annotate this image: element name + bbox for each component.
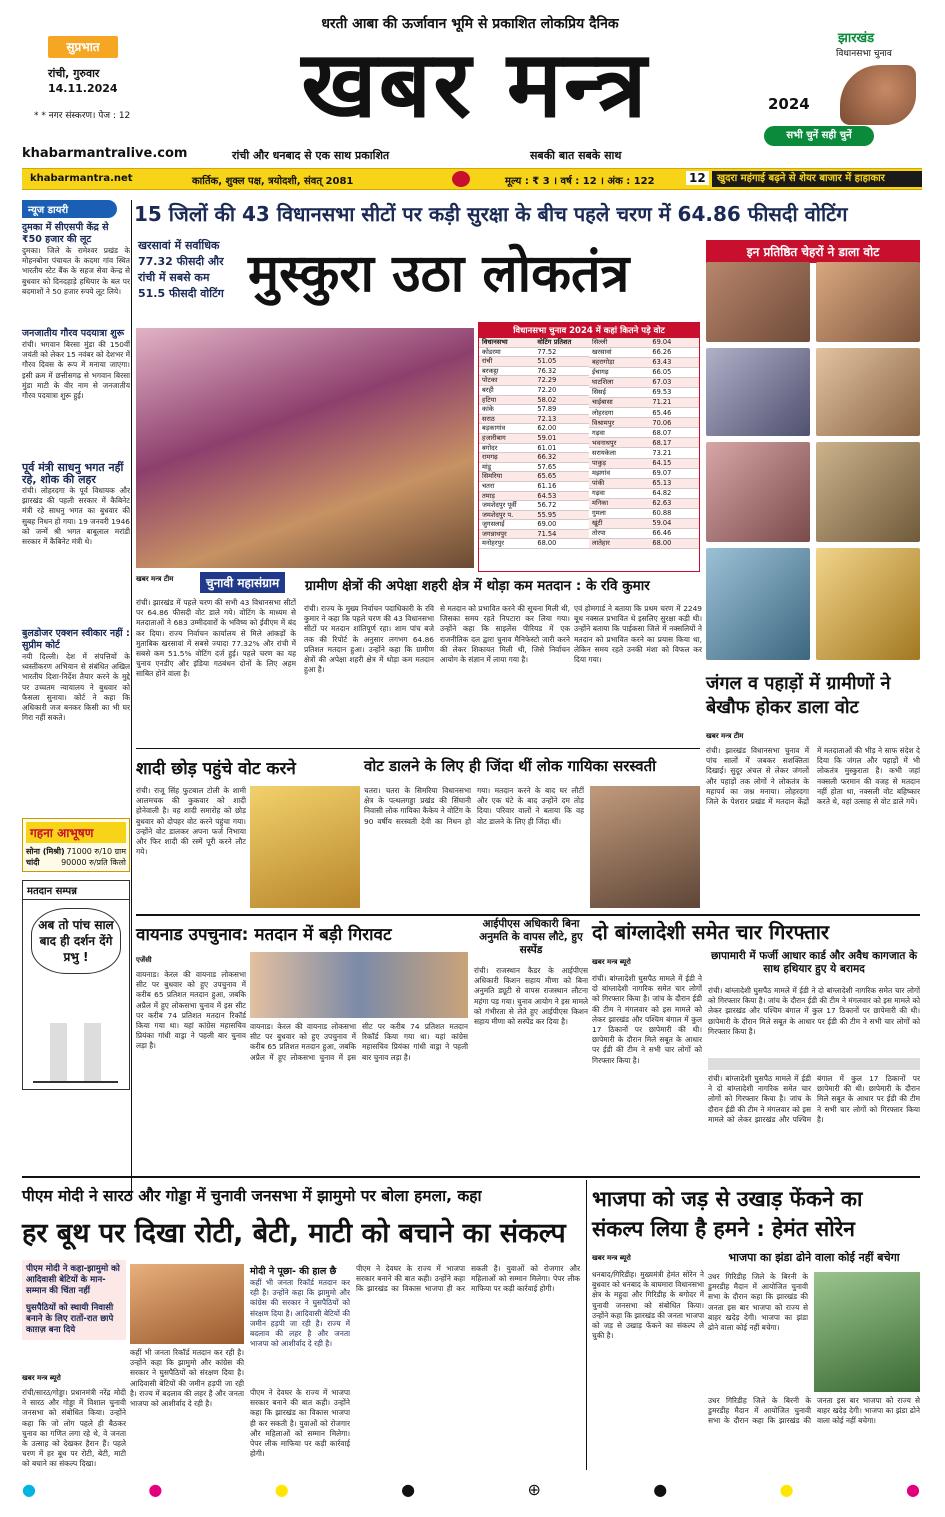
- lead-strap: 15 जिलों की 43 विधानसभा सीटों पर कड़ी सुरक्षा के बीच पहले चरण में 64.86 फीसदी वोटिंग: [134, 202, 848, 226]
- singer-body: चतरा। चतरा के सिमरिया विधानसभा क्षेत्र के पत्थलगड्डा प्रखंड की सिंघानी निवासी लोक गायिका कैकेय ने वोटिंग के 90 वर्षीय सरस्वती देवी का निधन हो गया। मतदान करने के बाद घर लौटीं और एक घंटे के बाद उन्होंने दम तोड़ दिया। परिवार वालों ने बताया कि वह वोट डालने के लिए ही जिंदा थीं।: [364, 786, 584, 826]
- voting-hand-icon: [840, 65, 916, 125]
- turnout-cell: 62.00: [534, 424, 589, 434]
- lead-subheadline: ग्रामीण क्षेत्रों की अपेक्षा शहरी क्षेत्र में थोड़ा कम मतदान : के रवि कुमार: [305, 578, 650, 594]
- lc-headline-1: दुमका में सीएसपी केंद्र से ₹50 हजार की लूट: [22, 222, 109, 245]
- constituency-cell: बगोदर: [479, 443, 534, 453]
- turnout-cell: 71.54: [534, 529, 589, 539]
- hemant-body-3: उधर गिरिडीह जिले के बिरनी के डुमरडीह मैदान में आयोजित चुनावी सभा के दौरान कहा कि झारखंड की जनता इस बार भाजपा को राज्य से बाहर खदेड़ देगी। भाजपा का झंडा ढोने वाला कोई नहीं बचेगा।: [708, 1396, 920, 1426]
- voter-photo: [706, 442, 810, 542]
- bangladeshi-headline: दो बांग्लादेशी समेत चार गिरफ्तार: [592, 920, 830, 944]
- hemant-byline: खबर मन्त्र ब्यूरो: [592, 1254, 631, 1262]
- modi-body-2: कहीं भी जनता रिकॉर्ड मतदान कर रही है। उन्होंने कहा कि झामुमो और कांग्रेस की सरकार ने घुसपैठियों को संरक्षण दिया है। आदिवासी बेटियों की जमीन हड़पी जा रही है। राज्य में बदलाव की लहर है और जनता भाजपा को आशीर्वाद दे रही है।: [130, 1348, 244, 1409]
- bangladeshi-body-2: रांची। बांग्लादेशी घुसपैठ मामले में ईडी ने दो बांग्लादेशी नागरिक समेत चार लोगों को गिरफ्तार किया है। जांच के दौरान ईडी की टीम ने मंगलवार को इस मामले को लेकर झारखंड और पश्चिम बंगाल में कुल 17 ठिकानों पर छापेमारी की थी। छापेमारी के दौरान मिले सबूत के आधार पर ईडी की टीम ने सभी चार लोगों को गिरफ्तार किया है।: [708, 986, 920, 1036]
- voter-photo: [816, 262, 920, 342]
- city-day: रांची, गुरुवार: [48, 67, 100, 80]
- turnout-cell: 56.72: [534, 501, 589, 511]
- constituency-cell: कांके: [479, 405, 534, 415]
- jh-year: 2024: [768, 95, 810, 113]
- voter-photo: [706, 348, 810, 436]
- modi-bullets-box: [22, 1260, 126, 1340]
- constituency-cell: घाटशिला: [589, 378, 649, 388]
- masthead: [0, 0, 945, 192]
- wayanad-body: वायनाड। केरल की वायनाड लोकसभा सीट पर बुधवार को हुए उपचुनाव में करीब 65 प्रतिशत मतदान हुआ, जबकि अप्रैल में हुए लोकसभा चुनाव में इस सीट पर करीब 74 प्रतिशत मतदान रिकॉर्ड किया गया था। यहां कांग्रेस महासचिव प्रियंका गांधी वाड्रा ने पहली बार चुनाव लड़ा है।: [136, 970, 246, 1051]
- constituency-cell: मनोहरपुर: [479, 539, 534, 549]
- vote-table-row: [479, 405, 589, 415]
- vote-table-row: [589, 428, 699, 438]
- turnout-cell: 64.15: [649, 458, 699, 468]
- constituency-cell: बरकट्ठा: [479, 366, 534, 376]
- lc-headline-2: जनजातीय गौरव पदयात्रा शुरू: [22, 328, 125, 339]
- turnout-cell: 68.07: [649, 428, 699, 438]
- constituency-cell: लातेहार: [589, 538, 649, 548]
- registration-mark-icon: ⊕: [527, 1479, 541, 1499]
- vote-table-title: विधानसभा चुनाव 2024 में कहां कितने पड़े वोट: [479, 323, 699, 338]
- turnout-cell: 65.13: [649, 478, 699, 488]
- vote-table-right: [589, 338, 699, 549]
- vote-table-row: [589, 498, 699, 508]
- vote-table-row: [589, 368, 699, 378]
- vote-table-row: [479, 443, 589, 453]
- faces-grid: [706, 262, 920, 662]
- vote-table-row: [479, 376, 589, 386]
- gold-rate-box: [22, 818, 130, 872]
- constituency-cell: मांडू: [479, 462, 534, 472]
- constituency-cell: गढ़वा: [589, 488, 649, 498]
- vote-table-row: [589, 388, 699, 398]
- turnout-cell: 68.00: [534, 539, 589, 549]
- sub-slogan: रांची और धनबाद से एक साथ प्रकाशित: [232, 149, 390, 162]
- vote-table-row: [479, 520, 589, 530]
- vote-table-row: [479, 424, 589, 434]
- vote-table-row: [589, 378, 699, 388]
- color-dot-icon: ●: [905, 1479, 920, 1499]
- vote-table-row: [479, 433, 589, 443]
- turnout-cell: 72.20: [534, 385, 589, 395]
- edition-info: * * नगर संस्करण। पेज : 12: [34, 111, 131, 121]
- vote-table-row: [479, 481, 589, 491]
- constituency-cell: मझगांव: [589, 468, 649, 478]
- vote-table-row: [589, 478, 699, 488]
- turnout-cell: 73.21: [649, 448, 699, 458]
- vote-table-row: [589, 448, 699, 458]
- constituency-cell: सिमरिया: [479, 472, 534, 482]
- constituency-cell: बहरागोड़ा: [589, 358, 649, 368]
- print-marks: [22, 1476, 920, 1502]
- gold-label: सोना (मिश्री): [26, 847, 65, 856]
- voter-photo: [816, 348, 920, 436]
- vote-table-row: [479, 472, 589, 482]
- sub-slogan-2: सबकी बात सबके साथ: [530, 149, 622, 162]
- constituency-cell: पोटका: [479, 376, 534, 386]
- constituency-cell: चतरा: [479, 481, 534, 491]
- turnout-cell: 66.32: [534, 453, 589, 463]
- constituency-cell: कोडरमा: [479, 347, 534, 357]
- vote-table-row: [479, 338, 589, 347]
- hemant-photo: [814, 1272, 920, 1392]
- info-site[interactable]: khabarmantra.net: [30, 173, 133, 184]
- website-link[interactable]: khabarmantralive.com: [22, 146, 188, 161]
- color-dot-icon: ●: [148, 1479, 163, 1499]
- wayanad-body-cont: वायनाड। केरल की वायनाड लोकसभा सीट पर बुधवार को हुए उपचुनाव में करीब 65 प्रतिशत मतदान हुआ, जबकि अप्रैल में हुए लोकसभा चुनाव में इस सीट पर करीब 74 प्रतिशत मतदान रिकॉर्ड किया गया था। यहां कांग्रेस महासचिव प्रियंका गांधी वाड्रा ने पहली बार चुनाव लड़ा है।: [250, 1022, 468, 1062]
- info-price: मूल्य : ₹ 3 । वर्ष : 12 । अंक : 122: [505, 176, 655, 187]
- turnout-cell: 63.43: [649, 358, 699, 368]
- logo-icon: [452, 171, 470, 187]
- turnout-cell: 62.63: [649, 498, 699, 508]
- constituency-cell: ईचागढ़: [589, 368, 649, 378]
- lc-body-4: नयी दिल्ली। देश में संपत्तियों के ध्वस्तीकरण अभियान से संबंधित अखिल भारतीय दिशा-निर्देश तैयार करने के मुद्दे पर उच्चतम न्यायालय ने बुधवार को फैसला सुनाया। कोर्ट ने कहा कि अधिकारी जज बनकर किसी का भी घर गिरा नहीं सकते।: [22, 652, 130, 723]
- wayanad-byline: एजेंसी: [136, 956, 152, 964]
- turnout-cell: 59.04: [649, 518, 699, 528]
- vote-table-row: [589, 408, 699, 418]
- modi-body: रांची/सारठ/गोड्डा। प्रधानमंत्री नरेंद्र मोदी ने सारठ और गोड्डा में विशाल चुनावी जनसभा को संबोधित किया। उन्होंने कहा कि जो लोग पहले ही बैठकर चुनाव का गणित लगा रहे थे, वे जनता के उत्साह को देखकर हैरान हैं। पहले चरण में हर बूथ पर रोटी, बेटी, माटी को बचाने का संकल्प दिखा।: [22, 1388, 126, 1468]
- constituency-cell: सिल्ली: [589, 338, 649, 348]
- jh-badge-sub: विधानसभा चुनाव: [836, 49, 892, 59]
- modi-bullet-1: पीएम मोदी ने कहा-झामुमो को आदिवासी बेटियों के मान-सम्मान की चिंता नहीं: [26, 1264, 120, 1296]
- vote-table-row: [589, 458, 699, 468]
- lc-headline-3: पूर्व मंत्री साधनु भगत नहीं रहे, शोक की लहर: [22, 461, 124, 486]
- turnout-cell: 69.00: [534, 520, 589, 530]
- column-divider: [131, 200, 132, 1200]
- vote-table-row: [589, 358, 699, 368]
- lc-body-1: दुमका। जिले के रामेश्वर प्रखंड के मोहनबोना पंचायत के कदमा गांव स्थित भारतीय स्टेट बैंक के सहज सेवा केन्द्र से बुधवार को दिनदहाड़े हथियार के बल पर बदमाशों ने 50 हजार रुपये लूट लिये।: [22, 246, 130, 296]
- newspaper-title: खबर मन्त्र: [301, 31, 649, 138]
- lead-body-2: रांची। राज्य के मुख्य निर्वाचन पदाधिकारी के रवि कुमार ने कहा कि पहले चरण की 43 विधानसभा सीटों पर मतदान शांतिपूर्ण रहा। शाम पांच बजे तक की रिपोर्ट के अनुसार लगभग 64.86 प्रतिशत मतदान हुआ। उन्होंने कहा कि ग्रामीण क्षेत्रों की अपेक्षा शहरी क्षेत्र में थोड़ा कम मतदान हुआ है।: [304, 604, 434, 675]
- constituency-cell: सरायकेला: [589, 448, 649, 458]
- lead-body-1: रांची। झारखंड में पहले चरण की सभी 43 विधानसभा सीटों पर 64.86 फीसदी वोट डाले गये। वोटिंग के माध्यम से मतदाताओं ने 683 उम्मीदवारों के भविष्य को ईवीएम में बंद कर दिया। राज्य निर्वाचन कार्यालय से मिले आंकड़ों के मुताबिक खरसावां में सबसे ज्यादा 77.32% और रांची में सबसे कम 51.5% वोटिंग दर्ज हुई। पहले चरण का यह चुनाव एनडीए और इंडिया गठबंधन दोनों के लिए अहम साबित होने वाला है।: [136, 598, 296, 679]
- turnout-cell: 69.53: [649, 388, 699, 398]
- vote-table-row: [479, 491, 589, 501]
- constituency-cell: जमशेदपुर प.: [479, 510, 534, 520]
- turnout-cell: 66.46: [649, 528, 699, 538]
- color-dot-icon: ●: [779, 1479, 794, 1499]
- vote-table-row: [479, 501, 589, 511]
- bangladeshi-subhead: छापामारी में फर्जी आधार कार्ड और अवैध कागजात के साथ हथियार हुए ये बरामद: [710, 950, 918, 975]
- bangladeshi-spacer: [708, 1058, 920, 1070]
- vote-table-row: [589, 528, 699, 538]
- vote-table-row: [479, 395, 589, 405]
- turnout-cell: 72.29: [534, 376, 589, 386]
- lead-side-note: खरसावां में सर्वाधिक 77.32 फीसदी और रांची में सबसे कम 51.5 फीसदी वोटिंग: [138, 239, 224, 300]
- vote-table-left: [479, 338, 589, 549]
- gold-value: 71000 रु/10 ग्राम: [66, 847, 126, 856]
- info-ticker[interactable]: खुदरा महंगाई बढ़ने से शेयर बाजार में हाहाकार: [712, 171, 922, 187]
- turnout-cell: वोटिंग प्रतिशत: [534, 338, 589, 347]
- vote-table-row: [479, 414, 589, 424]
- info-panchang: कार्तिक, शुक्ल पक्ष, त्रयोदशी, संवत् 2081: [192, 176, 354, 187]
- turnout-cell: 60.88: [649, 508, 699, 518]
- constituency-cell: रामगढ़: [479, 453, 534, 463]
- constituency-cell: बड़कागांव: [479, 424, 534, 434]
- vote-table-box: [478, 322, 700, 572]
- constituency-cell: तोरपा: [589, 528, 649, 538]
- ips-body: रांची। राजस्थान कैडर के आईपीएस अधिकारी किशन सहाय मीणा को बिना अनुमति ड्यूटी से वापस राजस्थान लौटना महंगा पड़ गया। चुनाव आयोग ने इस मामले को गंभीरता से लेते हुए आईपीएस किशन सहाय मीणा को सस्पेंड कर दिया है।: [474, 966, 588, 1027]
- vote-table-row: [479, 366, 589, 376]
- lc-body-2: रांची। भगवान बिरसा मुंडा की 150वीं जयंती को लेकर 15 नवंबर को देशभर में गौरव दिवस के रूप में मनाया जाएगा। इसी क्रम में छत्तीसगढ़ से भगवान बिरसा मुंडा माटी के वीर नाम से जनजातीय गौरव पदयात्रा शुरू हुई।: [22, 340, 130, 401]
- color-dot-icon: ●: [401, 1479, 416, 1499]
- modi-body-3: पीएम ने देवघर के राज्य में भाजपा सरकार बनाने की बात कही। उन्होंने कहा कि झारखंड का विकास भाजपा ही कर सकती है। युवाओं को रोजगार और महिलाओं को सम्मान मिलेगा। पेपर लीक माफिया पर कड़ी कार्रवाई होगी।: [250, 1388, 350, 1459]
- turnout-cell: 70.06: [649, 418, 699, 428]
- vote-table-row: [479, 539, 589, 549]
- turnout-cell: 61.16: [534, 481, 589, 491]
- vote-table-row: [479, 529, 589, 539]
- jharkhand-election-badge: [760, 20, 920, 150]
- vote-table-row: [589, 438, 699, 448]
- wayanad-photo: [250, 952, 468, 1018]
- constituency-cell: गढ़वा: [589, 428, 649, 438]
- cartoon-box: [22, 880, 130, 1090]
- constituency-cell: चाईबासा: [589, 398, 649, 408]
- color-dot-icon: ●: [274, 1479, 289, 1499]
- lead-body-3: से मतदान को प्रभावित करने की सूचना मिली थी, जिसका समय रहते निपटारा कर लिया गया। उन्होंने कहा कि साइलेंस पीरियड में एक राजनीतिक दल द्वारा चुनाव मैनिफेस्टो जारी करने की लेकर शिकायत मिली थी, जिसे निर्वाचन आयोग के संज्ञान में लाया गया है।: [440, 604, 570, 665]
- constituency-cell: सराठ: [479, 414, 534, 424]
- turnout-cell: 57.89: [534, 405, 589, 415]
- constituency-cell: हजारीबाग: [479, 433, 534, 443]
- turnout-cell: 66.26: [649, 348, 699, 358]
- wedding-photo: [250, 786, 360, 908]
- jh-badge-title: झारखंड: [838, 31, 875, 46]
- info-pages: 12: [686, 171, 709, 185]
- bangladeshi-byline: खबर मन्त्र ब्यूरो: [592, 958, 631, 966]
- singer-photo: [590, 786, 700, 908]
- column-divider: [586, 1180, 587, 1470]
- modi-box-body: कहीं भी जनता रिकॉर्ड मतदान कर रही है। उन्होंने कहा कि झामुमो और कांग्रेस की सरकार ने घुसपैठियों को संरक्षण दिया है। आदिवासी बेटियों की जमीन हड़पी जा रही है। राज्य में बदलाव की लहर है और जनता भाजपा को आशीर्वाद दे रही है।: [250, 1278, 350, 1349]
- edition-badge: सुप्रभात: [48, 36, 118, 58]
- news-diary-tag: न्यूज डायरी: [22, 200, 117, 218]
- lead-byline: खबर मन्त्र टीम: [136, 575, 174, 583]
- constituency-cell: हटिया: [479, 395, 534, 405]
- bangladeshi-body: रांची। बांग्लादेशी घुसपैठ मामले में ईडी ने दो बांग्लादेशी नागरिक समेत चार लोगों को गिरफ्तार किया है। जांच के दौरान ईडी की टीम ने मंगलवार को इस मामले को लेकर झारखंड और पश्चिम बंगाल में कुल 17 ठिकानों पर छापेमारी की थी। छापेमारी के दौरान मिले सबूत के आधार पर ईडी की टीम ने सभी चार लोगों को गिरफ्तार किया है।: [592, 974, 702, 1065]
- silver-label: चांदी: [26, 858, 40, 867]
- faces-header: [706, 240, 920, 260]
- faces-title: इन प्रतिष्ठित चेहरों ने डाला वोट: [706, 240, 920, 263]
- silver-value: 90000 रु/प्रति किलो: [61, 858, 126, 867]
- modi-headline: हर बूथ पर दिखा रोटी, बेटी, माटी को बचाने का संकल्प: [22, 1218, 566, 1249]
- constituency-cell: गुमला: [589, 508, 649, 518]
- constituency-cell: विश्रामपुर: [589, 418, 649, 428]
- turnout-cell: 67.03: [649, 378, 699, 388]
- turnout-cell: 72.13: [534, 414, 589, 424]
- wayanad-headline: वायनाड उपचुनाव: मतदान में बड़ी गिरावट: [136, 925, 392, 945]
- voter-photo: [816, 548, 920, 660]
- constituency-cell: लोहरदगा: [589, 408, 649, 418]
- constituency-cell: खरसावां: [589, 348, 649, 358]
- issue-date: 14.11.2024: [48, 82, 118, 95]
- turnout-cell: 58.02: [534, 395, 589, 405]
- vote-table-row: [479, 385, 589, 395]
- jh-tagline: सभी चुनें सही चुनें: [764, 126, 874, 146]
- lead-body-4: एवं होमगार्ड ने बताया कि प्रथम चरण में 2249 बूथ नक्सल प्रभावित थे इसलिए सुरक्षा कड़ी थी। उन्होंने बताया कि पाईकसा जिले में नक्सलियों ने मतदान को प्रभावित करने का प्रयास किया था, लेकिन समय रहते उनकी मंशा को विफल कर दिया गया।: [574, 604, 702, 665]
- jungle-body: रांची। झारखंड विधानसभा चुनाव में पांच सालों में जबकर सशक्तिता दिखाई। सुदूर अंचल से लेकर जंगलों और पहाड़ों तक लोगों ने लोकतंत्र के महापर्व का जश्न मनाया। लोहरदगा जिले के पेशरार प्रखंड में मतदान केंद्रों में मतदाताओं की भीड़ ने साफ संदेश दे दिया कि जंगल और पहाड़ों में भी लोकतंत्र मुस्कुराता है। कभी जहां नक्सली फरमान की वजह से मतदान नहीं होता था, नक्सली वोट बहिष्कार करते थे, वहां उत्साह से वोट डाले गये।: [706, 746, 920, 807]
- vote-table-row: [589, 398, 699, 408]
- hemant-headline: भाजपा को जड़ से उखाड़ फेंकने का संकल्प लिया है हमने : हेमंत सोरेन: [592, 1187, 863, 1241]
- constituency-cell: बरही: [479, 385, 534, 395]
- lc-headline-4: बुलडोजर एक्शन स्वीकार नहीं : सुप्रीम कोर्ट: [22, 628, 130, 651]
- hemant-body: धनबाद/गिरिडीह। मुख्यमंत्री हेमंत सोरेन ने बुधवार को धनबाद के बाघमारा विधानसभा क्षेत्र के महुदा और गिरिडीह के बगोदर में चुनावी जनसभा को संबोधित किया। उन्होंने कहा कि झारखंड की जनता भाजपा को जड़ से उखाड़ फेंकने का संकल्प ले चुकी है।: [592, 1270, 704, 1341]
- cartoon-figures: [33, 1023, 118, 1083]
- lead-tag: चुनावी महासंग्राम: [200, 572, 285, 593]
- voter-photo: [816, 442, 920, 542]
- turnout-cell: 69.07: [649, 468, 699, 478]
- vote-table-row: [479, 462, 589, 472]
- jungle-byline: खबर मन्त्र टीम: [706, 732, 744, 740]
- modi-byline: खबर मन्त्र ब्यूरो: [22, 1374, 61, 1382]
- constituency-cell: तमाड़: [479, 491, 534, 501]
- turnout-cell: 68.00: [649, 538, 699, 548]
- section-divider: [136, 914, 920, 916]
- vote-table-row: [479, 347, 589, 357]
- turnout-cell: 59.01: [534, 433, 589, 443]
- voter-photo: [706, 548, 810, 660]
- turnout-cell: 69.04: [649, 338, 699, 348]
- turnout-cell: 51.05: [534, 357, 589, 367]
- top-slogan: धरती आबा की ऊर्जावान भूमि से प्रकाशित लोकप्रिय दैनिक: [321, 16, 619, 32]
- wedding-body: रांची। राजू सिंह फुटबाल टोली के शामी आलमचक की कुकवार को शादी होनेवाली है। वह शादी समारोह को छोड़ बुधवार को दोपहर वोट करने पहुंचा गया। उन्होंने वोट डालकर अपना फर्ज निभाया और फिर शादी की रस्में पूरी करने लौट गये।: [136, 786, 246, 857]
- constituency-cell: सिसई: [589, 388, 649, 398]
- turnout-cell: 77.52: [534, 347, 589, 357]
- hemant-subhead: भाजपा का झंडा ढोने वाला कोई नहीं बचेगा: [728, 1251, 900, 1264]
- constituency-cell: जमशेदपुर पूर्वी: [479, 501, 534, 511]
- turnout-cell: 68.17: [649, 438, 699, 448]
- section-divider: [136, 748, 700, 749]
- vote-table-row: [589, 468, 699, 478]
- vote-table-row: [589, 488, 699, 498]
- info-bar: [22, 168, 922, 190]
- constituency-cell: पांकी: [589, 478, 649, 488]
- left-column: [22, 200, 130, 1200]
- constituency-cell: पाकुड़: [589, 458, 649, 468]
- vote-table-row: [479, 510, 589, 520]
- vote-table-row: [479, 357, 589, 367]
- turnout-cell: 64.82: [649, 488, 699, 498]
- section-divider: [22, 1176, 920, 1178]
- color-dot-icon: ●: [653, 1479, 668, 1499]
- ips-headline: आईपीएस अधिकारी बिना अनुमति के वापस लौटे, हुए सस्पेंड: [479, 918, 583, 956]
- turnout-cell: 57.65: [534, 462, 589, 472]
- vote-table-row: [479, 453, 589, 463]
- wedding-headline: शादी छोड़ पहुंचे वोट करने: [136, 759, 296, 779]
- modi-bullet-2: घुसपैठियों को स्थायी निवासी बनाने के लिए रातों-रात छापे काग़ज़ बना दिये: [26, 1303, 114, 1335]
- modi-photo: [130, 1264, 244, 1344]
- constituency-cell: मनिका: [589, 498, 649, 508]
- vote-table-row: [589, 338, 699, 348]
- lead-photo-voters: [136, 328, 474, 568]
- constituency-cell: जगन्नाथपुर: [479, 529, 534, 539]
- lc-body-3: रांची। लोहरदगा के पूर्व विधायक और झारखंड की पहली सरकार में कैबिनेट मंत्री रहे साधनु भगत का बुधवार की सुबह निधन हो गया। 19 जनवरी 1946 को जन्में श्री भगत बाबूलाल मरांडी सरकार में कैबिनेट मंत्री थे।: [22, 486, 130, 547]
- constituency-cell: खूंटी: [589, 518, 649, 528]
- vote-table-row: [589, 518, 699, 528]
- turnout-cell: 55.95: [534, 510, 589, 520]
- cartoon-bubble: अब तो पांच साल बाद ही दर्शन देंगे प्रभु !: [31, 908, 121, 974]
- bangladeshi-body-3: रांची। बांग्लादेशी घुसपैठ मामले में ईडी ने दो बांग्लादेशी नागरिक समेत चार लोगों को गिरफ्तार किया है। जांच के दौरान ईडी की टीम ने मंगलवार को इस मामले को लेकर झारखंड और पश्चिम बंगाल में कुल 17 ठिकानों पर छापेमारी की थी। छापेमारी के दौरान मिले सबूत के आधार पर ईडी की टीम ने सभी चार लोगों को गिरफ्तार किया है।: [708, 1074, 920, 1124]
- lead-headline: मुस्कुरा उठा लोकतंत्र: [248, 244, 630, 304]
- voter-photo: [706, 262, 810, 342]
- jungle-headline: जंगल व पहाड़ों में ग्रामीणों ने बेखौफ होकर डाला वोट: [706, 673, 891, 718]
- turnout-cell: 76.32: [534, 366, 589, 376]
- vote-table-row: [589, 418, 699, 428]
- constituency-cell: भवनाथपुर: [589, 438, 649, 448]
- modi-box-title: मोदी ने पूछा- की हाल छै: [250, 1266, 337, 1277]
- gold-brand: गहना आभूषण: [26, 822, 126, 843]
- turnout-cell: 71.21: [649, 398, 699, 408]
- turnout-cell: 65.46: [649, 408, 699, 418]
- color-dot-icon: ●: [22, 1479, 36, 1499]
- vote-table-row: [589, 508, 699, 518]
- vote-table-row: [589, 348, 699, 358]
- modi-strap: पीएम मोदी ने सारठ और गोड्डा में चुनावी जनसभा में झामुमो पर बोला हमला, कहा: [22, 1187, 482, 1205]
- constituency-cell: जुगसलाई: [479, 520, 534, 530]
- hemant-body-2: उधर गिरिडीह जिले के बिरनी के डुमरडीह मैदान में आयोजित चुनावी सभा के दौरान कहा कि झारखंड की जनता इस बार भाजपा को राज्य से बाहर खदेड़ देगी। भाजपा का झंडा ढोने वाला कोई नहीं बचेगा।: [708, 1272, 808, 1333]
- constituency-cell: रांची: [479, 357, 534, 367]
- turnout-cell: 65.65: [534, 472, 589, 482]
- modi-body-4: पीएम ने देवघर के राज्य में भाजपा सरकार बनाने की बात कही। उन्होंने कहा कि झारखंड का विकास भाजपा ही कर सकती है। युवाओं को रोजगार और महिलाओं को सम्मान मिलेगा। पेपर लीक माफिया पर कड़ी कार्रवाई होगी।: [356, 1264, 580, 1294]
- cartoon-title: मतदान सम्पन्न: [23, 881, 129, 900]
- turnout-cell: 66.05: [649, 368, 699, 378]
- singer-headline: वोट डालने के लिए ही जिंदा थीं लोक गायिका सरस्वती: [364, 757, 657, 775]
- turnout-cell: 61.01: [534, 443, 589, 453]
- constituency-cell: विधानसभा: [479, 338, 534, 347]
- vote-table-row: [589, 538, 699, 548]
- turnout-cell: 64.53: [534, 491, 589, 501]
